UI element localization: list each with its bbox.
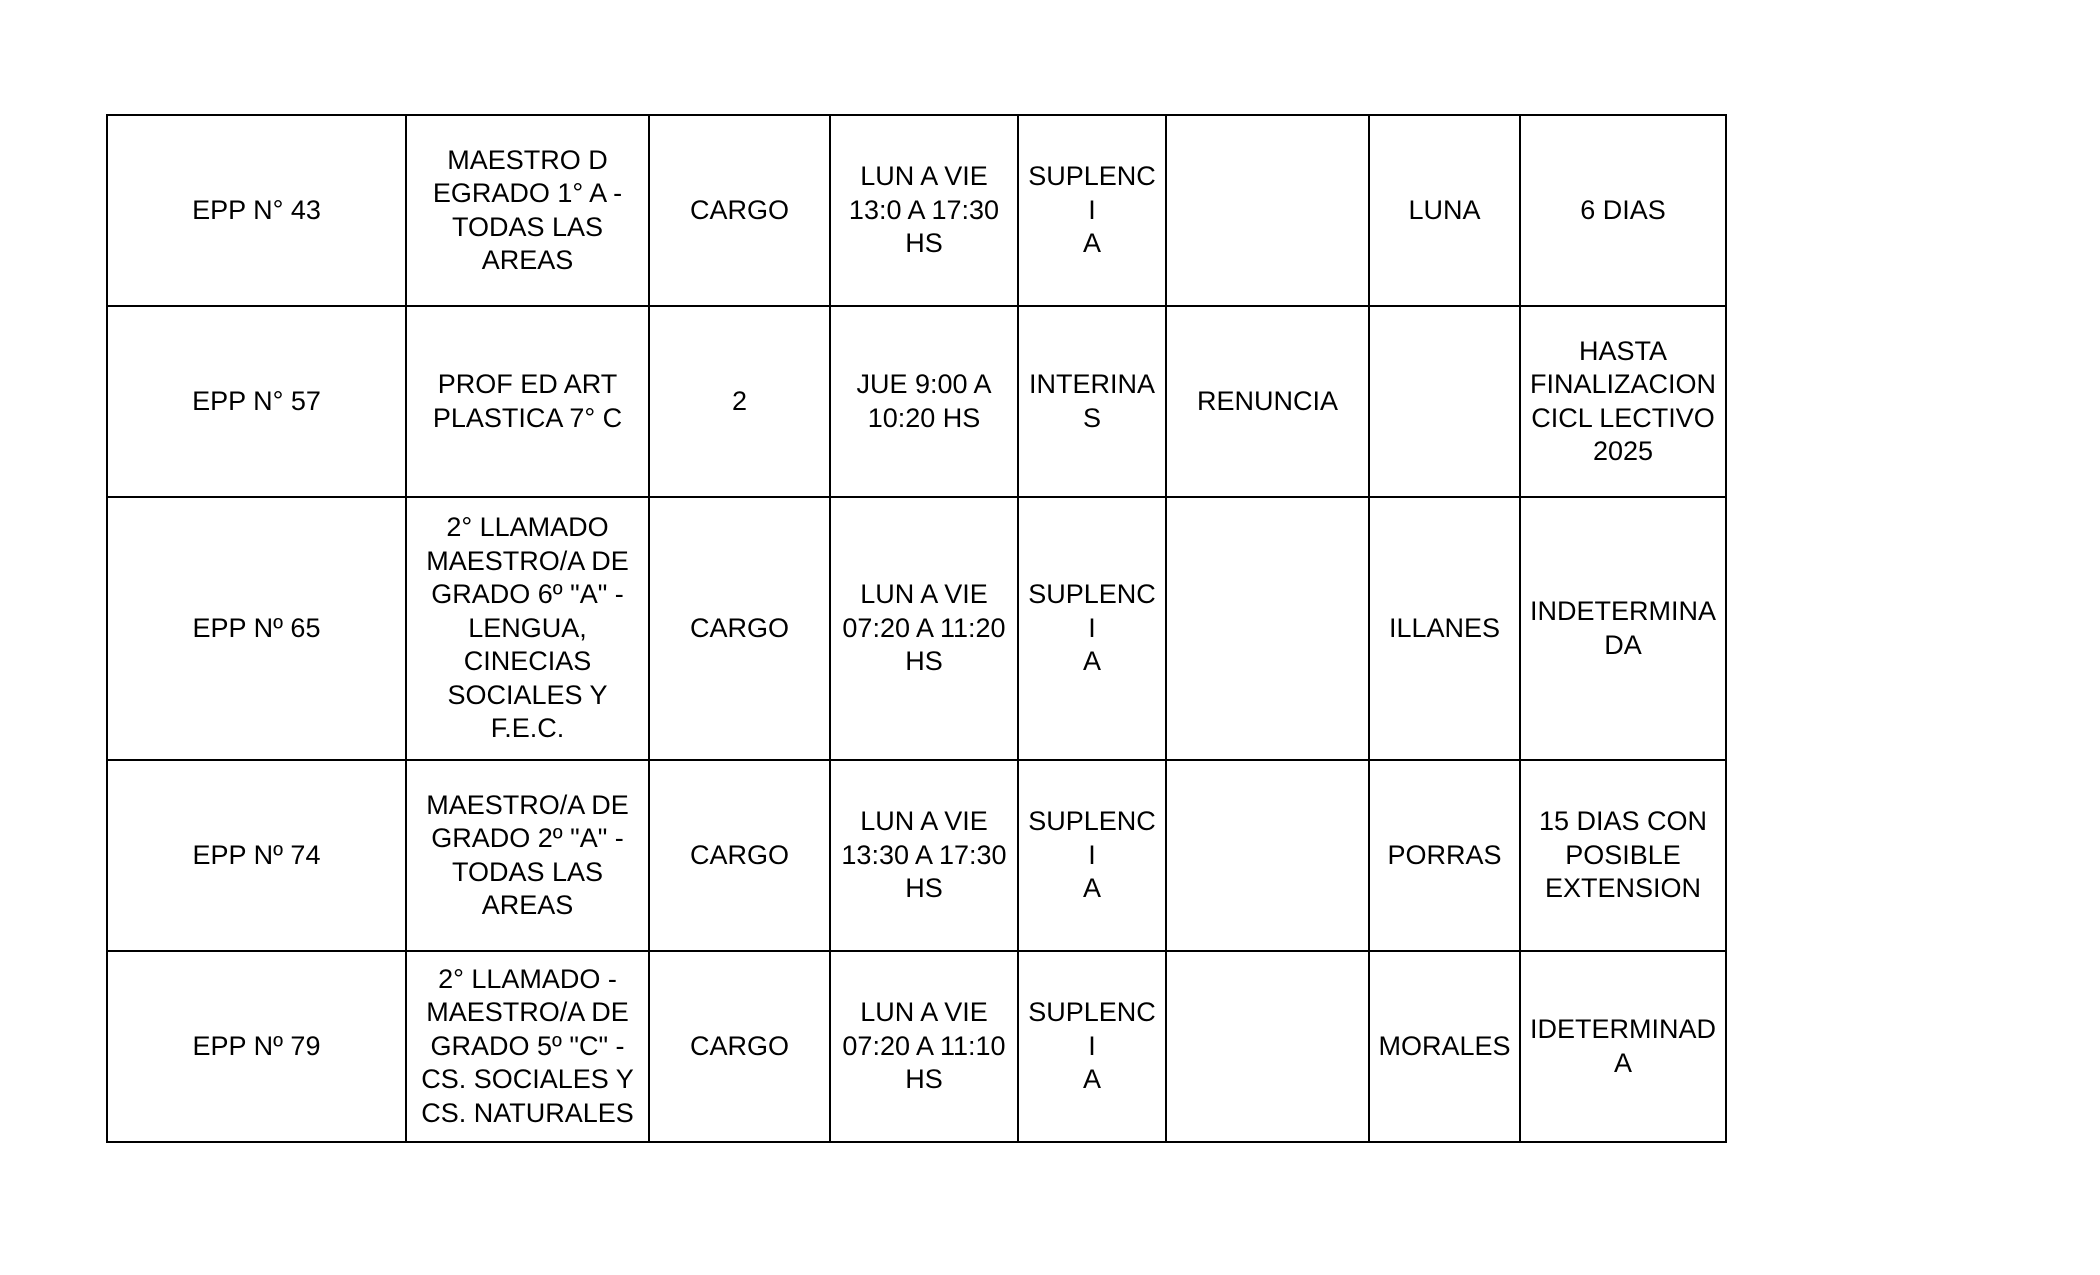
reason-cell [1166,760,1369,951]
position-cell: PROF ED ART PLASTICA 7° C [406,306,649,497]
school-cell: EPP N° 57 [107,306,406,497]
vacancy-table [106,114,1727,1143]
reason-cell [1166,497,1369,760]
duration-cell: 15 DIAS CON POSIBLE EXTENSION [1520,760,1726,951]
duration-cell: HASTA FINALIZACION CICL LECTIVO 2025 [1520,306,1726,497]
holder-cell: ILLANES [1369,497,1520,760]
school-cell: EPP Nº 74 [107,760,406,951]
schedule-cell: LUN A VIE 07:20 A 11:10 HS [830,951,1018,1142]
holder-cell: PORRAS [1369,760,1520,951]
position-cell: 2° LLAMADO - MAESTRO/A DE GRADO 5º "C" - CS. SOCIALES Y CS. NATURALES [406,951,649,1142]
schedule-cell: JUE 9:00 A 10:20 HS [830,306,1018,497]
school-cell: EPP Nº 79 [107,951,406,1142]
type-cell: CARGO [649,760,830,951]
duration-cell: INDETERMINA DA [1520,497,1726,760]
duration-cell: IDETERMINAD A [1520,951,1726,1142]
reason-cell [1166,951,1369,1142]
situation-cell: SUPLENCI A [1018,497,1166,760]
holder-cell: LUNA [1369,115,1520,306]
position-cell: MAESTRO D EGRADO 1° A - TODAS LAS AREAS [406,115,649,306]
holder-cell: MORALES [1369,951,1520,1142]
type-cell: 2 [649,306,830,497]
table-row [107,760,1726,951]
table-row [107,497,1726,760]
situation-cell: SUPLENCI A [1018,760,1166,951]
table-row [107,951,1726,1142]
reason-cell: RENUNCIA [1166,306,1369,497]
reason-cell [1166,115,1369,306]
situation-cell: SUPLENCI A [1018,115,1166,306]
duration-cell: 6 DIAS [1520,115,1726,306]
holder-cell [1369,306,1520,497]
schedule-cell: LUN A VIE 07:20 A 11:20 HS [830,497,1018,760]
situation-cell: SUPLENCI A [1018,951,1166,1142]
situation-cell: INTERINA S [1018,306,1166,497]
schedule-cell: LUN A VIE 13:30 A 17:30 HS [830,760,1018,951]
school-cell: EPP Nº 65 [107,497,406,760]
position-cell: MAESTRO/A DE GRADO 2º "A" - TODAS LAS AREAS [406,760,649,951]
school-cell: EPP N° 43 [107,115,406,306]
type-cell: CARGO [649,115,830,306]
type-cell: CARGO [649,951,830,1142]
type-cell: CARGO [649,497,830,760]
table-row [107,115,1726,306]
position-cell: 2° LLAMADO MAESTRO/A DE GRADO 6º "A" - LENGUA, CINECIAS SOCIALES Y F.E.C. [406,497,649,760]
table-row [107,306,1726,497]
schedule-cell: LUN A VIE 13:0 A 17:30 HS [830,115,1018,306]
